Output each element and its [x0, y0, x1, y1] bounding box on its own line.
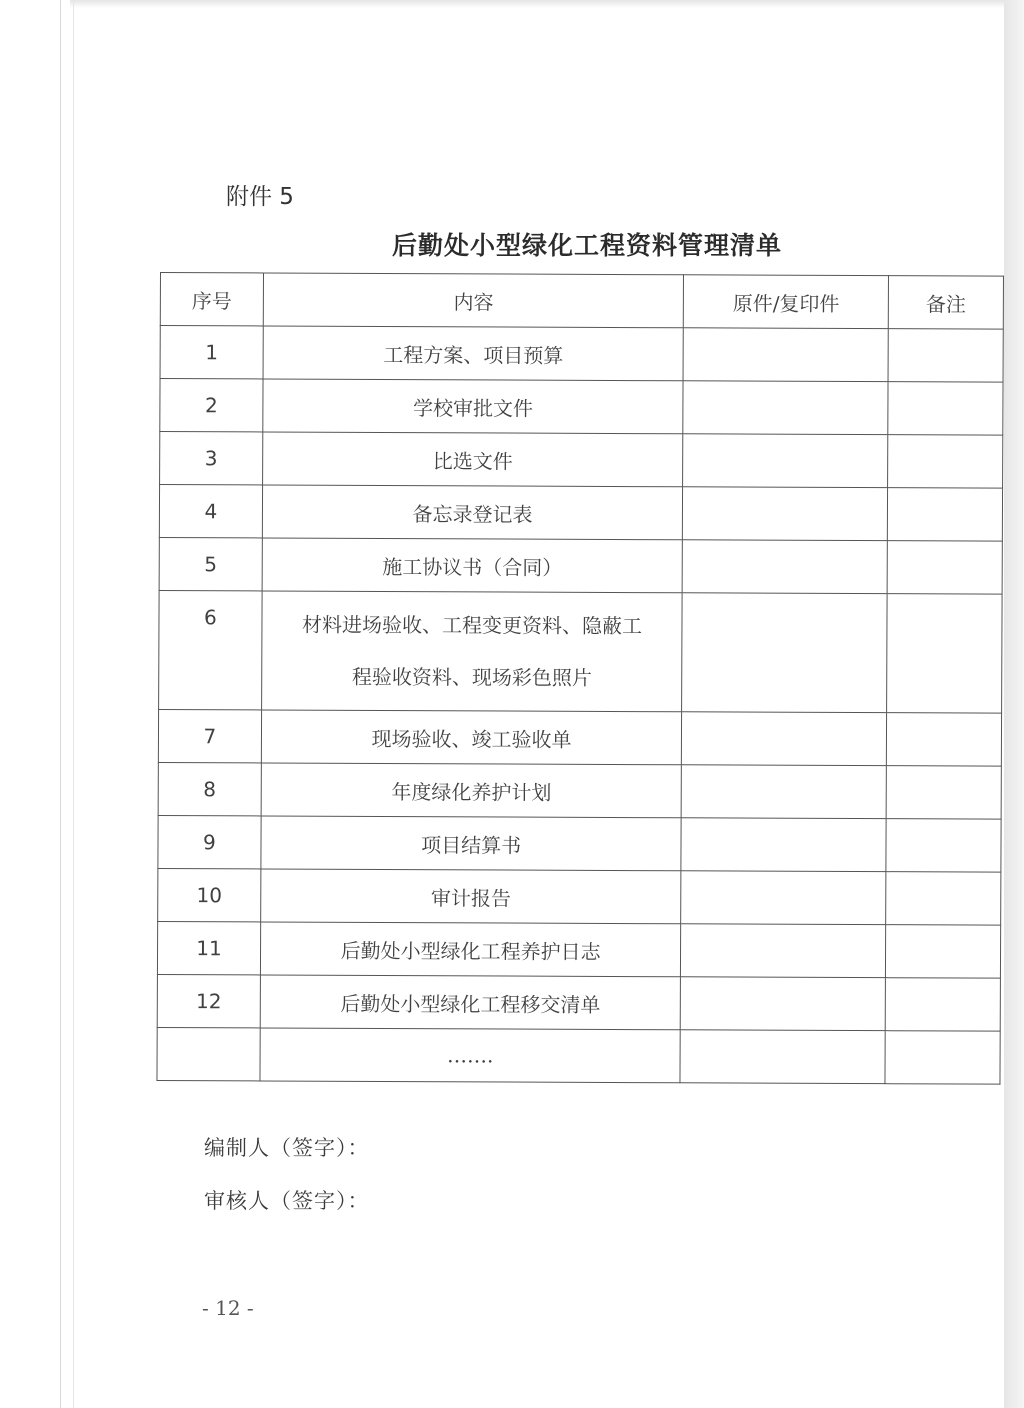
header-number: 序号 — [160, 273, 263, 326]
row-content: 现场验收、竣工验收单 — [261, 710, 682, 765]
row-remarks — [885, 978, 1000, 1032]
row-number: 2 — [160, 379, 263, 432]
row-number: 1 — [160, 326, 263, 379]
scan-right-edge — [1004, 0, 1024, 1408]
row-original-copy — [681, 924, 886, 978]
row-content: 比选文件 — [262, 432, 683, 487]
row-content: ……. — [260, 1028, 681, 1083]
row-remarks — [887, 541, 1002, 595]
row-original-copy — [683, 328, 888, 382]
row-content-line: 材料进场验收、工程变更资料、隐蔽工 — [302, 612, 643, 639]
row-number: 12 — [157, 974, 260, 1027]
row-number: 6 — [159, 590, 262, 709]
scan-left-edge — [60, 0, 74, 1408]
row-remarks — [886, 713, 1001, 767]
row-original-copy — [682, 593, 887, 713]
table-row — [158, 868, 1001, 925]
row-number: 3 — [160, 432, 263, 485]
table-header-row — [160, 273, 1003, 330]
table-row — [157, 921, 1000, 978]
table-row — [160, 432, 1003, 489]
table-row — [158, 709, 1001, 766]
row-original-copy — [681, 977, 886, 1031]
table-row — [157, 1027, 1000, 1084]
row-original-copy — [681, 765, 886, 819]
row-content: 项目结算书 — [261, 816, 682, 871]
reviewed-by-signature-line: 审核人（签字）： — [204, 1189, 370, 1213]
table-row — [157, 974, 1000, 1031]
row-original-copy — [682, 712, 887, 766]
row-remarks — [885, 1031, 1000, 1085]
row-original-copy — [683, 434, 888, 488]
row-content — [261, 591, 682, 712]
table-row — [158, 815, 1001, 872]
row-number: 11 — [157, 921, 260, 974]
row-number: 7 — [158, 709, 261, 762]
row-original-copy — [683, 381, 888, 435]
row-original-copy — [683, 487, 888, 541]
row-content: 施工协议书（合同） — [262, 538, 683, 593]
row-original-copy — [681, 818, 886, 872]
row-remarks — [888, 329, 1003, 383]
row-content-line: 程验收资料、现场彩色照片 — [351, 664, 592, 690]
table-row — [158, 762, 1001, 819]
row-remarks — [888, 435, 1003, 489]
row-content: 后勤处小型绿化工程移交清单 — [260, 975, 681, 1030]
row-number: 8 — [158, 762, 261, 815]
row-number: 10 — [158, 868, 261, 921]
row-content: 后勤处小型绿化工程养护日志 — [260, 922, 681, 977]
materials-table — [156, 272, 1004, 1085]
table-row — [159, 590, 1003, 713]
row-remarks — [886, 872, 1001, 926]
row-content: 年度绿化养护计划 — [261, 763, 682, 818]
row-number: 9 — [158, 815, 261, 868]
row-remarks — [886, 819, 1001, 873]
row-content: 审计报告 — [261, 869, 682, 924]
row-number: 4 — [159, 485, 262, 538]
row-content: 工程方案、项目预算 — [263, 326, 684, 381]
row-number: 5 — [159, 537, 262, 590]
document-title: 后勤处小型绿化工程资料管理清单 — [392, 231, 783, 260]
prepared-by-signature-line: 编制人（签字）： — [204, 1136, 370, 1160]
row-remarks — [888, 382, 1003, 436]
row-original-copy — [682, 540, 887, 594]
row-remarks — [886, 766, 1001, 820]
header-remarks: 备注 — [888, 276, 1003, 330]
table-row — [160, 379, 1003, 436]
row-remarks — [887, 488, 1002, 542]
row-original-copy — [681, 871, 886, 925]
attachment-label: 附件 5 — [226, 184, 294, 210]
row-remarks — [887, 594, 1002, 714]
row-content: 备忘录登记表 — [262, 485, 683, 540]
table-row — [160, 326, 1003, 383]
table-row — [159, 485, 1002, 542]
header-original-copy: 原件/复印件 — [684, 275, 889, 329]
row-content: 学校审批文件 — [263, 379, 684, 434]
table-row — [159, 537, 1002, 594]
row-number — [157, 1027, 260, 1080]
scan-top-edge — [70, 0, 1010, 8]
header-content: 内容 — [263, 273, 684, 328]
row-remarks — [886, 925, 1001, 979]
row-original-copy — [680, 1030, 885, 1084]
page-number: - 12 - — [202, 1296, 254, 1320]
